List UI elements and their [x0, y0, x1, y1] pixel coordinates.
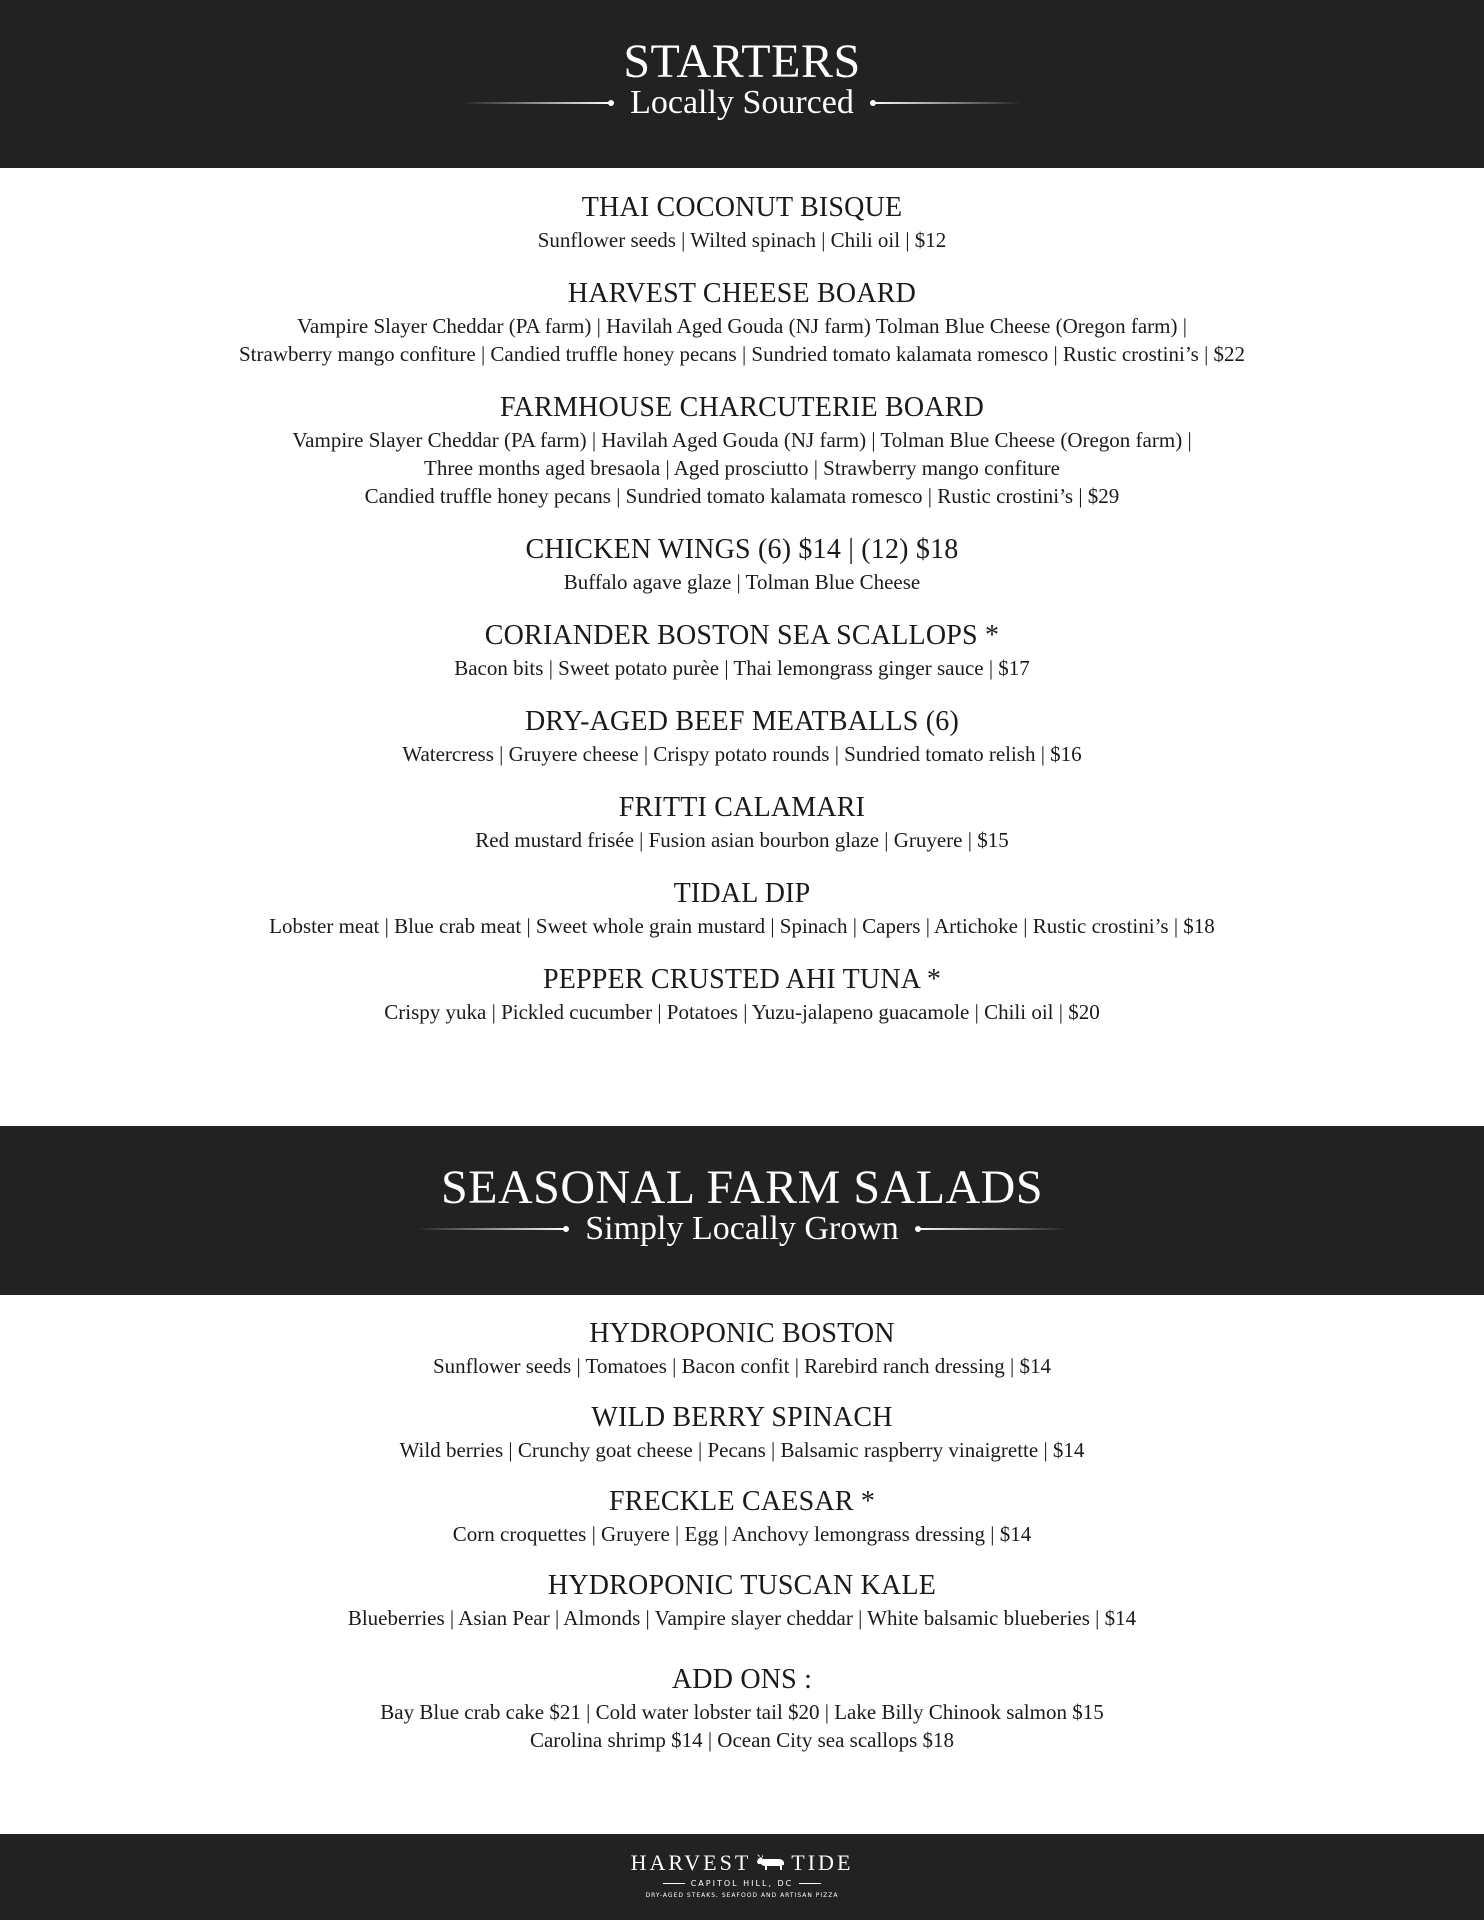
menu-item-name: HYDROPONIC BOSTON	[589, 1318, 895, 1349]
menu-item	[0, 390, 1484, 510]
menu-item	[0, 790, 1484, 854]
menu-item-name: THAI COCONUT BISQUE	[581, 192, 903, 223]
menu-item	[0, 962, 1484, 1026]
starters-subtitle: Locally Sourced	[630, 84, 854, 121]
menu-item-description	[0, 426, 1484, 510]
add-ons	[0, 1662, 1484, 1754]
salads-subtitle-row	[0, 1212, 1484, 1246]
divider-ornament-right	[917, 1228, 1067, 1230]
add-ons-heading: ADD ONS :	[671, 1664, 813, 1695]
menu-item	[0, 1484, 1484, 1548]
logo-wordmark	[631, 1852, 854, 1874]
menu-item-name: PEPPER CRUSTED AHI TUNA *	[542, 964, 942, 995]
description-line: Sunflower seeds | Tomatoes | Bacon confit | Rarebird ranch dressing | $14	[433, 1354, 1051, 1378]
menu-item-name: TIDAL DIP	[673, 878, 811, 909]
divider-ornament-left	[417, 1228, 567, 1230]
salads-section	[0, 1316, 1484, 1774]
logo-word-left: HARVEST	[630, 1850, 752, 1875]
menu-item	[0, 1568, 1484, 1632]
menu-item	[0, 704, 1484, 768]
description-line: Candied truffle honey pecans | Sundried tomato kalamata romesco | Rustic crostini’s | $29	[364, 484, 1120, 508]
menu-item-name: CHICKEN WINGS (6) $14 | (12) $18	[525, 534, 959, 565]
bull-icon	[755, 1853, 787, 1873]
description-line: Vampire Slayer Cheddar (PA farm) | Havilah Aged Gouda (NJ farm) Tolman Blue Cheese (Oregon farm) |	[297, 314, 1187, 338]
logo-tagline: DRY-AGED STEAKS, SEAFOOD AND ARTISAN PIZZA	[645, 1892, 839, 1899]
divider-ornament-right	[872, 102, 1022, 104]
menu-item-description	[0, 226, 1484, 254]
description-line: Crispy yuka | Pickled cucumber | Potatoes | Yuzu-jalapeno guacamole | Chili oil | $20	[384, 1000, 1100, 1024]
description-line: Buffalo agave glaze | Tolman Blue Cheese	[563, 570, 921, 594]
menu-item	[0, 876, 1484, 940]
divider-ornament-left	[462, 102, 612, 104]
logo-word-right: TIDE	[791, 1850, 854, 1875]
divider	[799, 1883, 821, 1884]
description-line: Lobster meat | Blue crab meat | Sweet whole grain mustard | Spinach | Capers | Artichoke | Rustic crostini’s | $18	[269, 914, 1215, 938]
menu-item-description	[0, 568, 1484, 596]
menu-item-name: DRY-AGED BEEF MEATBALLS (6)	[525, 706, 959, 737]
menu-item-name: FARMHOUSE CHARCUTERIE BOARD	[499, 392, 985, 423]
starters-header	[0, 0, 1484, 168]
menu-item-description	[0, 654, 1484, 682]
logo-location-row	[0, 1879, 1484, 1888]
menu-item-name: HARVEST CHEESE BOARD	[567, 278, 917, 309]
menu-item-name: FRITTI CALAMARI	[618, 792, 866, 823]
description-line: Vampire Slayer Cheddar (PA farm) | Havilah Aged Gouda (NJ farm) | Tolman Blue Cheese (Oregon farm) |	[292, 428, 1192, 452]
menu-item	[0, 276, 1484, 368]
menu-item-description	[0, 740, 1484, 768]
description-line: Red mustard frisée | Fusion asian bourbon glaze | Gruyere | $15	[475, 828, 1009, 852]
menu-item-description	[0, 1604, 1484, 1632]
menu-item	[0, 618, 1484, 682]
menu-item	[0, 1400, 1484, 1464]
menu-item-name: WILD BERRY SPINACH	[591, 1402, 893, 1433]
menu-item-description	[0, 312, 1484, 368]
salads-title: SEASONAL FARM SALADS	[440, 1161, 1044, 1214]
menu-item	[0, 1316, 1484, 1380]
description-line: Bacon bits | Sweet potato purèe | Thai lemongrass ginger sauce | $17	[454, 656, 1030, 680]
description-line: Bay Blue crab cake $21 | Cold water lobster tail $20 | Lake Billy Chinook salmon $15	[380, 1700, 1104, 1724]
menu-item-description	[0, 1352, 1484, 1380]
description-line: Carolina shrimp $14 | Ocean City sea scallops $18	[529, 1728, 955, 1752]
description-line: Three months aged bresaola | Aged prosciutto | Strawberry mango confiture	[424, 456, 1060, 480]
menu-item	[0, 190, 1484, 254]
add-ons-description	[0, 1698, 1484, 1754]
menu-item-description	[0, 826, 1484, 854]
footer	[0, 1834, 1484, 1920]
menu-item-description	[0, 1520, 1484, 1548]
salads-subtitle: Simply Locally Grown	[585, 1210, 899, 1247]
divider	[663, 1883, 685, 1884]
description-line: Wild berries | Crunchy goat cheese | Pecans | Balsamic raspberry vinaigrette | $14	[399, 1438, 1085, 1462]
menu-item-description	[0, 1436, 1484, 1464]
description-line: Sunflower seeds | Wilted spinach | Chili oil | $12	[537, 228, 947, 252]
salads-header	[0, 1126, 1484, 1295]
logo-location: CAPITOL HILL, DC	[690, 1879, 794, 1888]
description-line: Watercress | Gruyere cheese | Crispy potato rounds | Sundried tomato relish | $16	[402, 742, 1082, 766]
description-line: Corn croquettes | Gruyere | Egg | Anchovy lemongrass dressing | $14	[452, 1522, 1032, 1546]
description-line: Strawberry mango confiture | Candied truffle honey pecans | Sundried tomato kalamata romesco | Rustic crostini’s | $22	[238, 342, 1246, 366]
starters-title: STARTERS	[623, 35, 861, 88]
menu-item	[0, 532, 1484, 596]
menu-item-description	[0, 912, 1484, 940]
starters-section	[0, 190, 1484, 1048]
menu-item-name: FRECKLE CAESAR *	[608, 1486, 876, 1517]
description-line: Blueberries | Asian Pear | Almonds | Vampire slayer cheddar | White balsamic blueberies | $14	[347, 1606, 1137, 1630]
starters-subtitle-row	[0, 86, 1484, 120]
menu-item-description	[0, 998, 1484, 1026]
menu-item-name: HYDROPONIC TUSCAN KALE	[547, 1570, 937, 1601]
harvest-tide-logo	[0, 1852, 1484, 1899]
menu-item-name: CORIANDER BOSTON SEA SCALLOPS *	[484, 620, 1000, 651]
